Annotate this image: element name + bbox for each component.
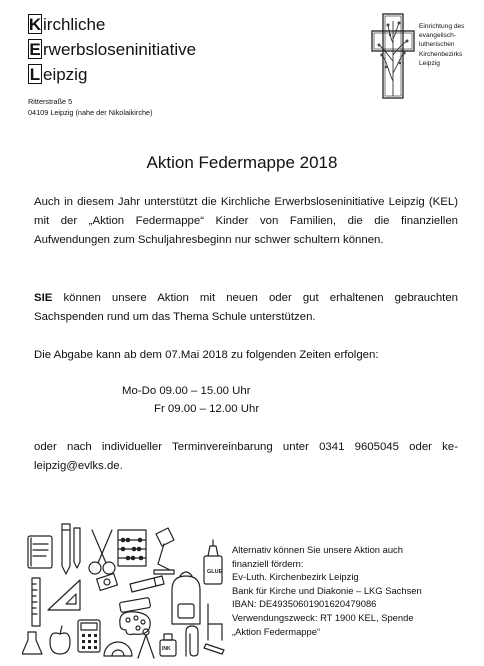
donation-info — [232, 543, 472, 638]
logo-line-k — [28, 13, 105, 35]
paragraph-contact: oder nach individueller Terminvereinbarung unter 0341 9605045 oder ke-leipzig@evlks.de. — [34, 441, 458, 472]
glue-label: GLUE — [207, 569, 223, 575]
ink-bottle-icon — [160, 634, 176, 656]
logo-letter-l: L — [29, 64, 41, 84]
pencil-small-icon — [204, 644, 224, 654]
address-city: 04109 Leipzig (nahe der Nikolaikirche) — [28, 108, 153, 117]
paragraph-support-text: können unsere Aktion mit neuen oder gut erhaltenen gebrauchten Sachspenden rund um das Thema Schule unterstützen. — [34, 292, 458, 323]
hours-mo-do: Mo-Do 09.00 – 15.00 Uhr — [122, 385, 251, 397]
glue-bottle-icon — [204, 540, 222, 584]
school-supplies-illustration — [22, 520, 227, 662]
badge-line: Einrichtung des — [419, 23, 465, 30]
info-line: Verwendungszweck: RT 1900 KEL, Spende — [232, 611, 414, 623]
paragraph-dropoff: Die Abgabe kann ab dem 07.Mai 2018 zu folgenden Zeiten erfolgen: — [34, 349, 379, 361]
logo-letter-e: E — [29, 39, 41, 59]
info-line: Ev-Luth. Kirchenbezirk Leipzig — [232, 571, 359, 583]
set-square-icon — [48, 580, 80, 610]
backpack-icon — [172, 572, 200, 624]
protractor-icon — [104, 642, 132, 656]
lamp-icon — [154, 528, 174, 574]
apple-icon — [50, 626, 70, 654]
notebook-icon — [28, 536, 52, 568]
logo-line-l — [28, 63, 87, 85]
logo-letter-k: K — [28, 14, 42, 34]
info-line: „Aktion Federmappe“ — [232, 625, 321, 637]
logo-text-l: eipzig — [43, 64, 88, 84]
church-emblem-icon — [370, 11, 416, 101]
paragraph-support-lead: SIE — [34, 292, 53, 304]
eraser-icon — [119, 597, 150, 612]
address — [28, 96, 153, 118]
page-title: Aktion Federmappe 2018 — [146, 153, 338, 172]
ink-label: INK — [162, 646, 171, 652]
info-line: IBAN: DE49350601901620479086 — [232, 598, 377, 610]
info-line: finanziell fördern: — [232, 557, 304, 569]
badge-line: lutherischen — [419, 41, 455, 49]
address-street: Ritterstraße 5 — [28, 97, 73, 106]
paragraph-support — [34, 289, 458, 327]
scissors-icon — [89, 530, 115, 574]
badge-text — [419, 22, 481, 68]
logo-text-e: rwerbsloseninitiative — [43, 39, 197, 59]
marker-icon — [130, 576, 164, 592]
paperclip-icon — [186, 626, 198, 656]
info-line: Bank für Kirche und Diakonie – LKG Sachsen — [232, 584, 422, 596]
badge-line: Kirchenbezirks — [419, 50, 463, 58]
paragraph-intro: Auch in diesem Jahr unterstützt die Kirchliche Erwerbsloseninitiative Leipzig (KEL) mit der „Aktion Federmappe“ Kinder von Familien, die die finanziellen Aufwendungen zum Schuljahresbeginn nur schwer schultern können. — [34, 196, 458, 246]
logo-line-e — [28, 38, 196, 60]
chair-icon — [208, 604, 222, 640]
sharpener-icon — [97, 574, 118, 591]
info-line: Alternativ können Sie unsere Aktion auch — [232, 544, 403, 555]
hours-fr: Fr 09.00 – 12.00 Uhr — [154, 403, 260, 415]
palette-icon — [120, 612, 150, 635]
compass-icon — [138, 629, 154, 658]
pencil-icon — [62, 524, 80, 574]
logo-text-k: irchliche — [43, 14, 106, 34]
flask-icon — [22, 632, 42, 654]
badge-line: Leipzig — [419, 59, 440, 67]
badge-line: evangelisch- — [419, 32, 457, 40]
ruler-icon — [32, 578, 40, 626]
